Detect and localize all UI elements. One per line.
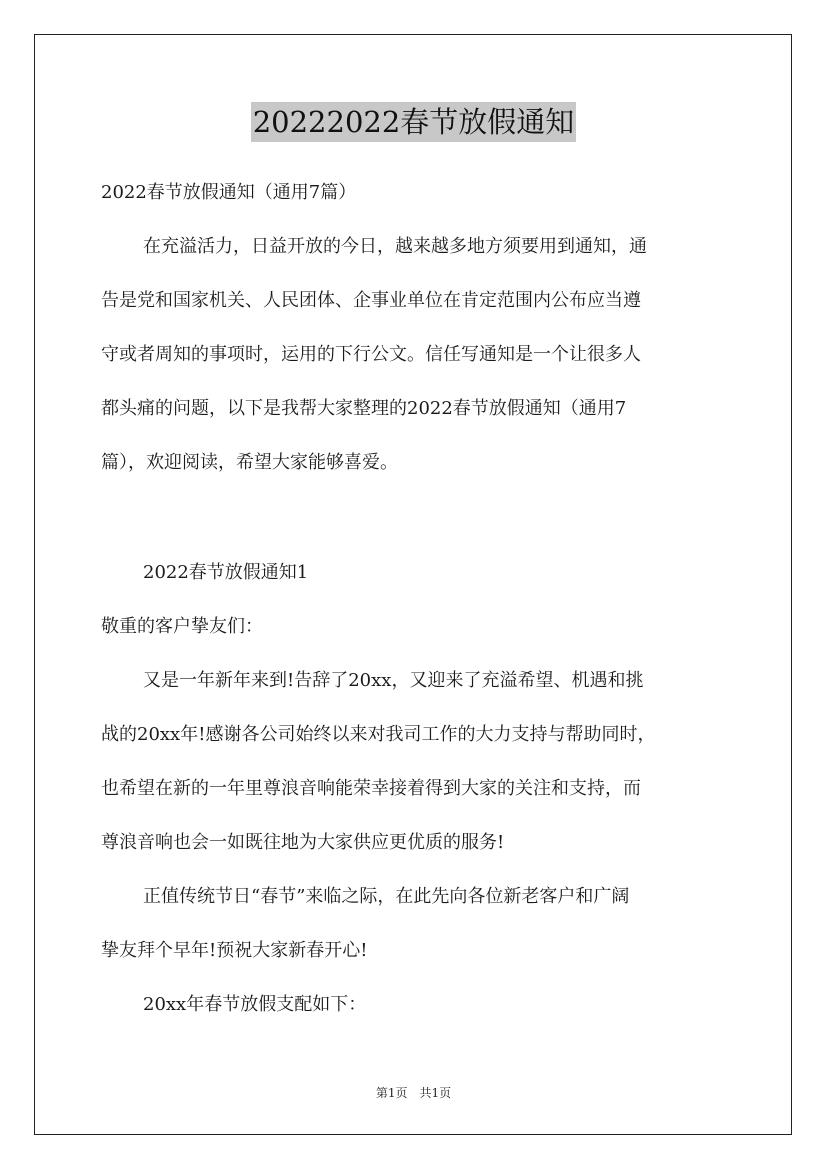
page-footer: 第1页 共1页 [375, 1086, 452, 1100]
paragraph-line: 战的20xx年!感谢各公司始终以来对我司工作的大力支持与帮助同时， [101, 724, 656, 745]
paragraph-line: 20xx年春节放假支配如下： [143, 994, 367, 1015]
title-container [0, 102, 827, 142]
intro-line: 都头痛的问题，以下是我帮大家整理的2022春节放假通知（通用7 [101, 398, 627, 419]
paragraph-line: 尊浪音响也会一如既往地为大家供应更优质的服务! [101, 832, 505, 853]
document-subtitle: 2022春节放假通知（通用7篇） [101, 182, 357, 203]
document-title: 20222022春节放假通知 [251, 102, 577, 142]
paragraph-line: 挚友拜个早年!预祝大家新春开心! [101, 940, 368, 961]
intro-line: 告是党和国家机关、人民团体、企事业单位在肯定范围内公布应当遵 [101, 290, 641, 311]
paragraph-line: 正值传统节日“春节”来临之际，在此先向各位新老客户和广阔 [143, 886, 630, 907]
salutation: 敬重的客户挚友们： [101, 616, 263, 637]
intro-line: 篇），欢迎阅读，希望大家能够喜爱。 [101, 452, 398, 473]
intro-line: 在充溢活力，日益开放的今日，越来越多地方须要用到通知，通 [143, 236, 647, 257]
intro-line: 守或者周知的事项时，运用的下行公文。信任写通知是一个让很多人 [101, 344, 641, 365]
paragraph-line: 又是一年新年来到!告辞了20xx，又迎来了充溢希望、机遇和挑 [143, 670, 644, 691]
paragraph-line: 也希望在新的一年里尊浪音响能荣幸接着得到大家的关注和支持，而 [101, 778, 641, 799]
section-heading: 2022春节放假通知1 [143, 562, 309, 583]
